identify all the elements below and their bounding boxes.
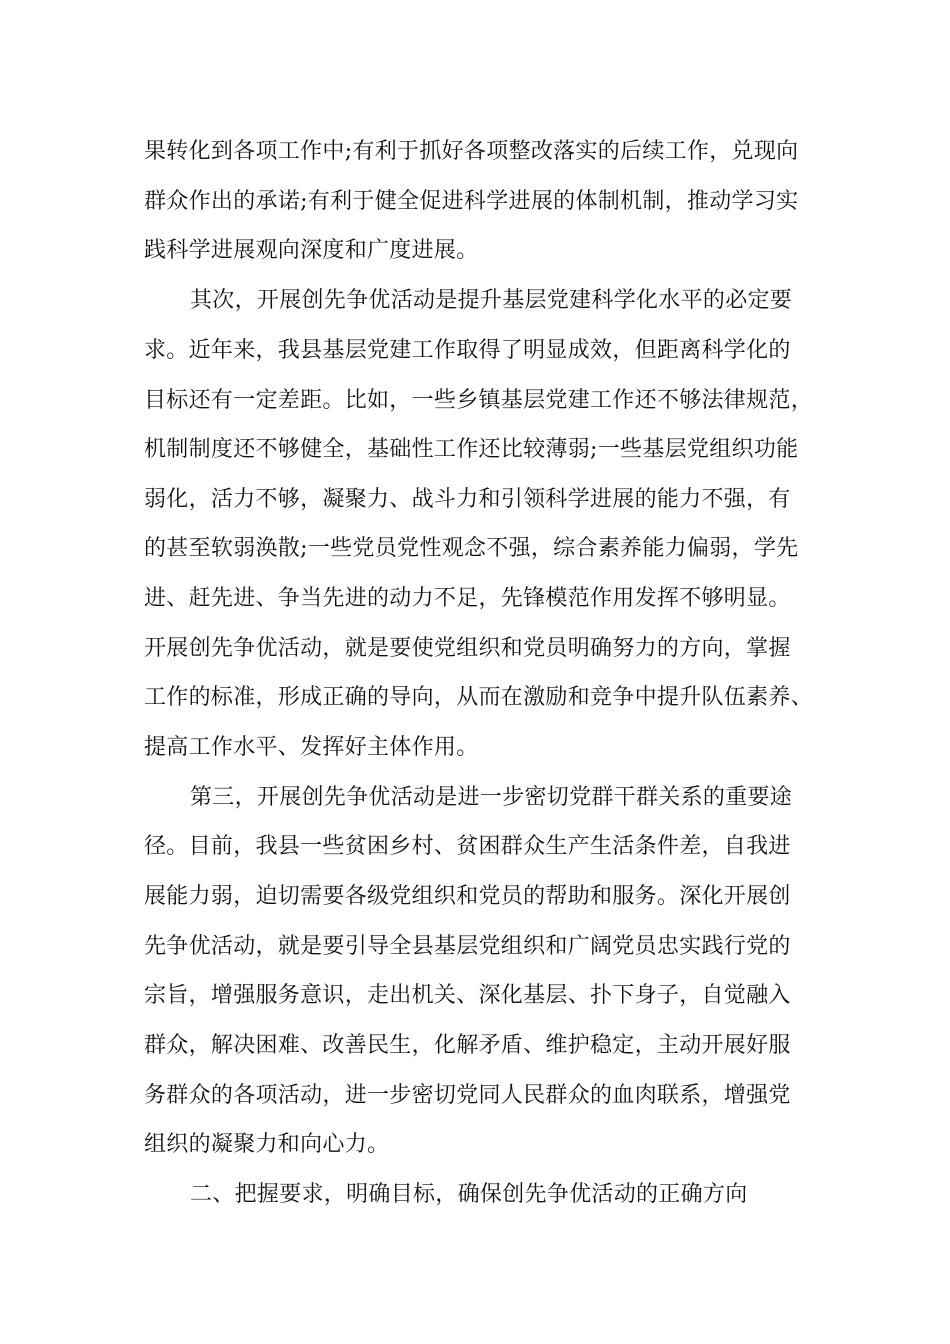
text-line: 工作的标准，形成正确的导向，从而在激励和竞争中提升队伍素养、 bbox=[144, 685, 814, 710]
text-line: 求。近年来，我县基层党建工作取得了明显成效，但距离科学化的 bbox=[144, 338, 791, 363]
text-line: 果转化到各项工作中;有利于抓好各项整改落实的后续工作，兑现向 bbox=[144, 139, 799, 164]
text-line: 群众作出的承诺;有利于健全促进科学进展的体制机制，推动学习实 bbox=[144, 189, 799, 214]
text-line: 先争优活动，就是要引导全县基层党组织和广阔党员忠实践行党的 bbox=[144, 934, 791, 959]
text-line: 径。目前，我县一些贫困乡村、贫困群众生产生活条件差，自我进 bbox=[144, 834, 791, 859]
text-line: 务群众的各项活动，进一步密切党同人民群众的血肉联系，增强党 bbox=[144, 1083, 791, 1108]
text-line: 弱化，活力不够，凝聚力、战斗力和引领科学进展的能力不强，有 bbox=[144, 487, 791, 512]
paragraph-start-line: 其次，开展创先争优活动是提升基层党建科学化水平的必定要 bbox=[190, 288, 793, 313]
text-line: 组织的凝聚力和向心力。 bbox=[144, 1132, 390, 1157]
text-line: 践科学进展观向深度和广度进展。 bbox=[144, 238, 479, 263]
text-line: 机制制度还不够健全，基础性工作还比较薄弱;一些基层党组织功能 bbox=[144, 437, 799, 462]
text-line: 群众，解决困难、改善民生，化解矛盾、维护稳定，主动开展好服 bbox=[144, 1033, 791, 1058]
text-line: 展能力弱，迫切需要各级党组织和党员的帮助和服务。深化开展创 bbox=[144, 884, 791, 909]
section-heading: 二、把握要求，明确目标，确保创先争优活动的正确方向 bbox=[190, 1182, 748, 1207]
text-line: 目标还有一定差距。比如，一些乡镇基层党建工作还不够法律规范， bbox=[144, 388, 814, 413]
text-line: 开展创先争优活动，就是要使党组织和党员明确努力的方向，掌握 bbox=[144, 636, 791, 661]
text-line: 提高工作水平、发挥好主体作用。 bbox=[144, 735, 479, 760]
text-line: 进、赶先进、争当先进的动力不足，先锋模范作用发挥不够明显。 bbox=[144, 586, 791, 611]
text-line: 的甚至软弱涣散;一些党员党性观念不强，综合素养能力偏弱，学先 bbox=[144, 536, 799, 561]
text-line: 宗旨，增强服务意识，走出机关、深化基层、扑下身子，自觉融入 bbox=[144, 983, 791, 1008]
paragraph-start-line: 第三，开展创先争优活动是进一步密切党群干群关系的重要途 bbox=[190, 785, 793, 810]
